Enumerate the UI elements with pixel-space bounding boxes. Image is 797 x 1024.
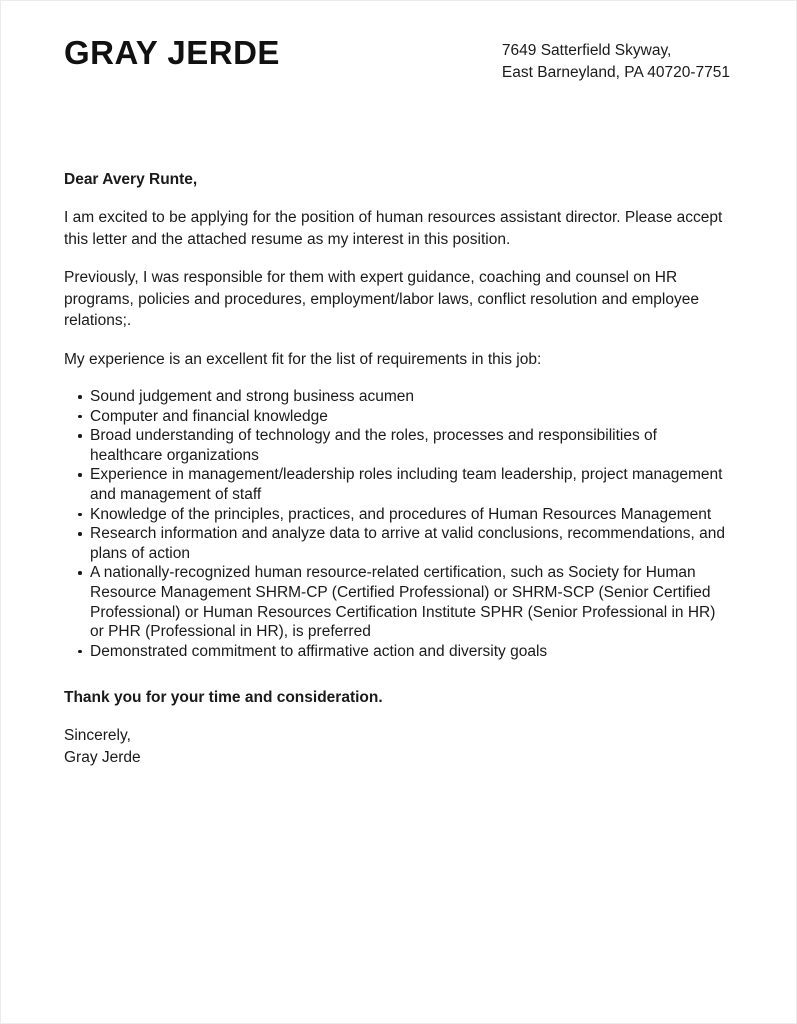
bullet-icon xyxy=(78,532,82,536)
list-item-label: Research information and analyze data to arrive at valid conclusions, recommendations, and plans of action xyxy=(90,525,725,562)
list-item-label: A nationally-recognized human resource-related certification, such as Society for Human Resource Management SHRM-CP (Certified Professional) or SHRM-SCP (Senior Certified Professional) or Human Resources Certification Institute SPHR (Senior Professional in HR) or PHR (Professional in HR), is preferred xyxy=(90,564,716,641)
paragraph-intro: I am excited to be applying for the position of human resources assistant director. Please accept this letter and the attached resume as my interest in this position. xyxy=(64,209,723,248)
bullet-icon xyxy=(78,434,82,438)
bullet-icon xyxy=(78,415,82,419)
letter-body xyxy=(64,169,726,768)
requirements-list xyxy=(64,387,726,661)
sender-name-block xyxy=(64,35,280,71)
signoff-valediction: Sincerely, xyxy=(64,727,131,745)
list-item xyxy=(64,642,726,662)
list-item xyxy=(64,426,726,465)
list-item xyxy=(64,524,726,563)
address-line-street: 7649 Satterfield Skyway, xyxy=(501,42,672,59)
bullet-icon xyxy=(78,513,82,517)
list-item xyxy=(64,505,726,525)
list-item-label: Broad understanding of technology and the roles, processes and responsibilities of healthcare organizations xyxy=(90,427,657,464)
list-item xyxy=(64,387,726,407)
address-line-city-state-zip: East Barneyland, PA 40720-7751 xyxy=(501,64,730,81)
list-item-label: Sound judgement and strong business acumen xyxy=(90,388,414,405)
list-item xyxy=(64,407,726,427)
bullet-icon xyxy=(78,395,82,399)
sender-address-block xyxy=(502,35,730,84)
paragraph-experience: Previously, I was responsible for them with expert guidance, coaching and counsel on HR programs, policies and procedures, employment/labor laws, conflict resolution and employee relations;. xyxy=(64,269,699,329)
salutation: Dear Avery Runte, xyxy=(64,171,198,188)
bullet-icon xyxy=(78,650,82,654)
signoff-name: Gray Jerde xyxy=(64,748,141,766)
bullet-icon xyxy=(78,473,82,477)
list-item xyxy=(64,465,726,504)
letterhead xyxy=(64,35,731,97)
bullet-icon xyxy=(78,571,82,575)
list-item-label: Computer and financial knowledge xyxy=(90,407,328,425)
closing-thanks: Thank you for your time and consideration. xyxy=(64,689,383,707)
list-item-label: Knowledge of the principles, practices, and procedures of Human Resources Management xyxy=(90,505,712,523)
paragraph-requirements-lead: My experience is an excellent fit for the list of requirements in this job: xyxy=(64,350,542,368)
list-item xyxy=(64,563,726,641)
signoff-block xyxy=(64,725,726,768)
sender-name: GRAY JERDE xyxy=(64,34,280,71)
letter-content xyxy=(64,35,731,768)
list-item-label: Demonstrated commitment to affirmative action and diversity goals xyxy=(90,642,548,660)
list-item-label: Experience in management/leadership roles including team leadership, project management and management of staff xyxy=(90,466,723,503)
